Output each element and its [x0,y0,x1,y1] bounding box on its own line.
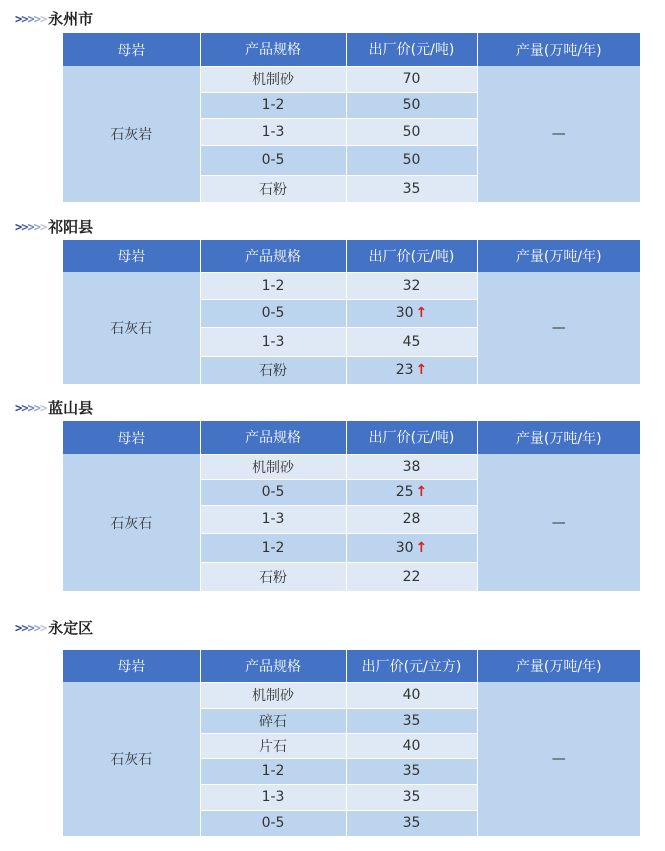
header-spec: 产品规格 [200,650,346,682]
section-title-lanshan [15,399,93,417]
spec-cell: 1-2 [200,533,346,562]
spec-cell: 0-5 [200,145,346,175]
table-header-row [63,33,640,66]
price-cell [346,175,477,202]
spec-cell: 1-3 [200,784,346,810]
price-up-arrow-icon: ↑ [415,484,428,500]
price-cell [346,758,477,784]
spec-cell: 0-5 [200,479,346,505]
price-value: 25 [395,484,414,500]
rock-type-cell: 石灰石 [63,682,200,836]
price-cell [346,810,477,836]
header-rock: 母岩 [63,33,200,66]
spec-cell: 机制砂 [200,682,346,708]
price-cell [346,562,477,591]
spec-cell: 1-3 [200,118,346,145]
price-cell [346,118,477,145]
rock-type-cell: 石灰石 [63,454,200,591]
header-spec: 产品规格 [200,240,346,272]
price-value: 45 [402,333,421,350]
spec-cell: 片石 [200,733,346,758]
price-cell [346,145,477,175]
chevron-decoration-icon: >>>>> [15,220,47,234]
price-value: 38 [402,458,421,475]
price-cell [346,272,477,299]
price-value: 70 [402,71,421,87]
spec-cell: 1-2 [200,272,346,299]
price-value: 50 [402,97,421,113]
spec-cell: 1-2 [200,92,346,118]
price-cell [346,708,477,733]
header-price: 出厂价(元/立方) [346,650,477,682]
price-table-yongzhou [63,33,640,202]
price-table-qiyang [63,240,640,384]
spec-cell: 石粉 [200,562,346,591]
header-output: 产量(万吨/年) [477,240,640,272]
price-cell [346,505,477,533]
section-title-yongding [15,619,93,637]
output-cell: — [477,682,640,836]
price-value: 40 [402,737,421,754]
header-rock: 母岩 [63,240,200,272]
price-table-yongding [63,650,640,836]
table-row [63,272,640,299]
spec-cell: 0-5 [200,299,346,327]
price-value: 30 [395,539,414,556]
spec-cell: 1-3 [200,505,346,533]
section-title-text: 蓝山县 [48,399,94,417]
output-cell: — [477,66,640,202]
price-value: 35 [402,712,421,729]
price-value: 28 [402,511,421,527]
price-value: 35 [402,763,421,779]
price-value: 22 [402,568,421,585]
price-value: 35 [402,180,421,197]
spec-cell: 机制砂 [200,454,346,479]
output-cell: — [477,272,640,384]
header-price: 出厂价(元/吨) [346,33,477,66]
price-up-arrow-icon: ↑ [415,362,428,379]
header-output: 产量(万吨/年) [477,421,640,454]
header-rock: 母岩 [63,421,200,454]
price-cell [346,682,477,708]
price-cell [346,66,477,92]
chevron-decoration-icon: >>>>> [15,12,47,26]
table-header-row [63,240,640,272]
header-output: 产量(万吨/年) [477,33,640,66]
table-row [63,682,640,708]
header-spec: 产品规格 [200,33,346,66]
price-cell [346,356,477,384]
price-table-lanshan [63,421,640,591]
spec-cell: 机制砂 [200,66,346,92]
spec-cell: 1-3 [200,327,346,356]
chevron-decoration-icon: >>>>> [15,621,47,635]
price-value: 23 [395,362,414,379]
price-cell [346,454,477,479]
price-cell [346,479,477,505]
section-title-text: 永定区 [48,619,94,637]
spec-cell: 石粉 [200,356,346,384]
table-row [63,66,640,92]
price-cell [346,327,477,356]
header-rock: 母岩 [63,650,200,682]
price-value: 50 [402,152,421,168]
table-header-row [63,421,640,454]
spec-cell: 0-5 [200,810,346,836]
rock-type-cell: 石灰岩 [63,66,200,202]
spec-cell: 石粉 [200,175,346,202]
section-title-text: 祁阳县 [48,218,94,236]
header-spec: 产品规格 [200,421,346,454]
price-cell [346,533,477,562]
price-cell [346,733,477,758]
section-title-yongzhou [15,10,93,28]
header-output: 产量(万吨/年) [477,650,640,682]
section-title-text: 永州市 [48,10,94,28]
spec-cell: 1-2 [200,758,346,784]
price-value: 30 [395,305,414,321]
price-cell [346,299,477,327]
price-up-arrow-icon: ↑ [415,539,428,556]
price-value: 35 [402,815,421,832]
header-price: 出厂价(元/吨) [346,421,477,454]
price-cell [346,784,477,810]
header-price: 出厂价(元/吨) [346,240,477,272]
price-value: 35 [402,789,421,805]
price-cell [346,92,477,118]
section-title-qiyang [15,218,93,236]
price-value: 50 [402,123,421,140]
spec-cell: 碎石 [200,708,346,733]
price-up-arrow-icon: ↑ [415,305,428,321]
rock-type-cell: 石灰石 [63,272,200,384]
price-value: 40 [402,687,421,703]
table-row [63,454,640,479]
output-cell: — [477,454,640,591]
table-header-row [63,650,640,682]
price-value: 32 [402,277,421,294]
chevron-decoration-icon: >>>>> [15,401,47,415]
